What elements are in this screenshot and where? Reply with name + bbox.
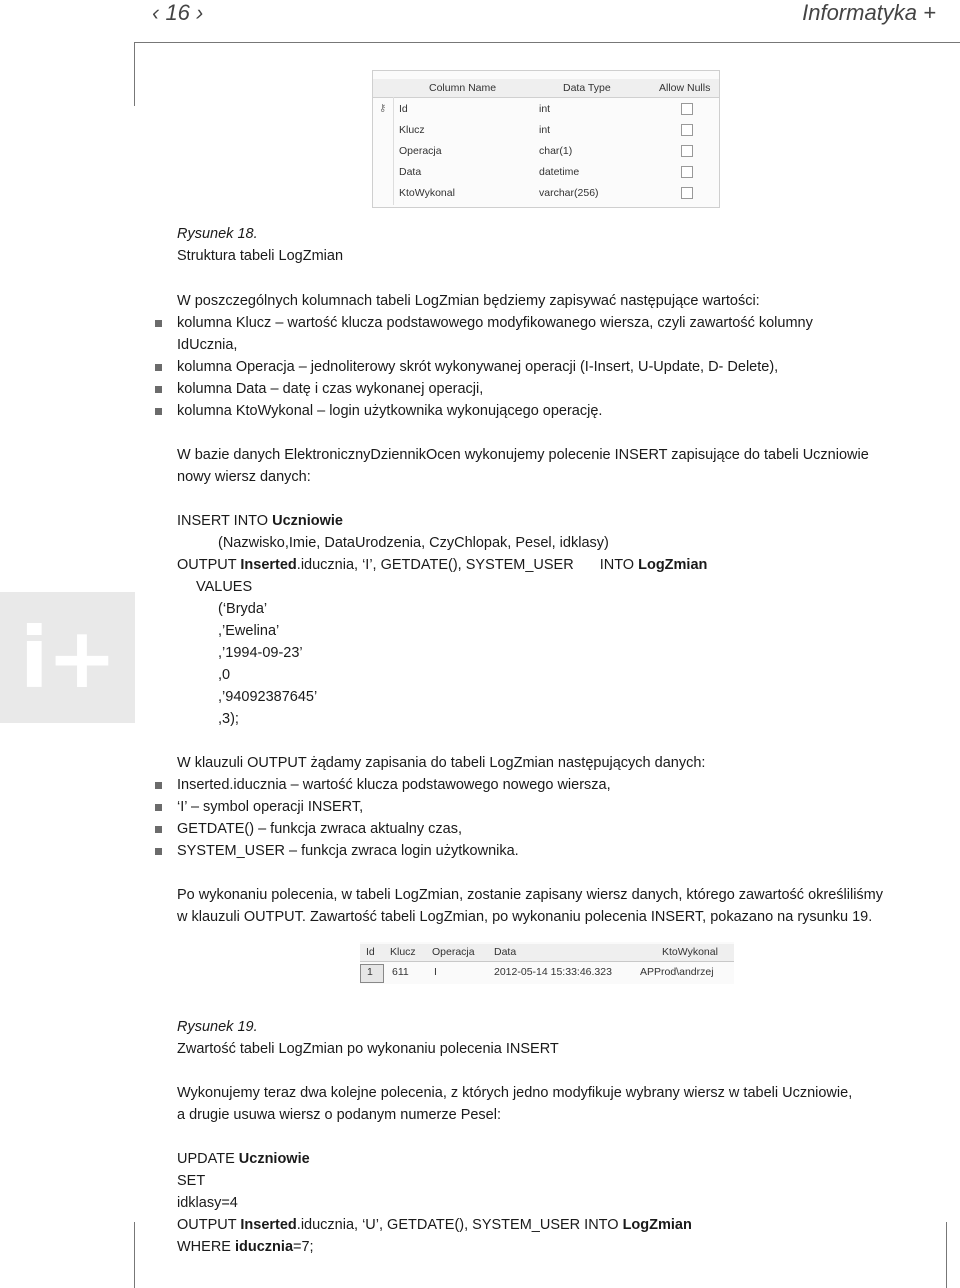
code-line: ,’1994-09-23’ <box>218 645 303 661</box>
figure-caption-text: Zwartość tabeli LogZmian po wykonaniu polecenia INSERT <box>177 1041 559 1057</box>
allow-nulls-checkbox <box>681 145 693 157</box>
allow-nulls-checkbox <box>681 103 693 115</box>
bullet-icon <box>155 804 162 811</box>
paragraph: nowy wiersz danych: <box>177 469 311 485</box>
bullet-icon <box>155 320 162 327</box>
code-line: SET <box>177 1173 206 1189</box>
column-header: Data Type <box>563 82 611 94</box>
list-item-continuation: IdUcznia, <box>177 337 238 353</box>
figure-18-table-design <box>372 70 720 208</box>
figure-caption-number: Rysunek 18. <box>177 226 258 242</box>
table-row <box>360 964 734 982</box>
list-item: kolumna Klucz – wartość klucza podstawowego modyfikowanego wiersza, czyli zawartość kolumny <box>177 315 813 331</box>
column-name: Operacja <box>399 145 442 157</box>
data-type: char(1) <box>539 145 573 157</box>
table-row <box>373 183 719 204</box>
code-line: ,’94092387645’ <box>218 689 318 705</box>
list-item: Inserted.iducznia – wartość klucza podstawowego nowego wiersza, <box>177 777 611 793</box>
side-tab-label: i+ <box>19 608 116 707</box>
column-header: Data <box>494 946 517 958</box>
column-header: Klucz <box>390 946 416 958</box>
table-cell: 2012-05-14 15:33:46.323 <box>494 966 612 978</box>
paragraph: W poszczególnych kolumnach tabeli LogZmian będziemy zapisywać następujące wartości: <box>177 293 760 309</box>
code-line: (Nazwisko,Imie, DataUrodzenia, CzyChlopak, Pesel, idklasy) <box>218 535 609 551</box>
frame-line <box>946 1222 947 1288</box>
code-line: OUTPUT Inserted.iducznia, ‘I’, GETDATE(), SYSTEM_USER INTO LogZmian <box>177 557 708 573</box>
table-cell: 1 <box>367 966 373 978</box>
column-header: Allow Nulls <box>659 82 711 94</box>
paragraph: Wykonujemy teraz dwa kolejne polecenia, z których jedno modyfikuje wybrany wiersz w tabeli Uczniowie, <box>177 1085 853 1101</box>
table-cell: 611 <box>392 966 409 978</box>
data-type: varchar(256) <box>539 187 599 199</box>
table-row <box>373 162 719 183</box>
bullet-icon <box>155 848 162 855</box>
figure-caption-text: Struktura tabeli LogZmian <box>177 248 344 264</box>
table-row <box>373 141 719 162</box>
paragraph: W bazie danych ElektronicznyDziennikOcen wykonujemy polecenie INSERT zapisujące do tabeli Uczniowie <box>177 447 869 463</box>
table-cell: APProd\andrzej <box>640 966 714 978</box>
paragraph: a drugie usuwa wiersz o podanym numerze Pesel: <box>177 1107 501 1123</box>
list-item: SYSTEM_USER – funkcja zwraca login użytkownika. <box>177 843 519 859</box>
code-line: ,’Ewelina’ <box>218 623 280 639</box>
column-name: Data <box>399 166 422 178</box>
data-type: int <box>539 124 551 136</box>
frame-line <box>134 1222 135 1288</box>
allow-nulls-checkbox <box>681 124 693 136</box>
paragraph: W klauzuli OUTPUT żądamy zapisania do tabeli LogZmian następujących danych: <box>177 755 706 771</box>
table-row <box>373 99 719 120</box>
bullet-icon <box>155 826 162 833</box>
list-item: GETDATE() – funkcja zwraca aktualny czas, <box>177 821 462 837</box>
column-header: Column Name <box>429 82 497 94</box>
code-line: UPDATE Uczniowie <box>177 1151 310 1167</box>
allow-nulls-checkbox <box>681 166 693 178</box>
code-line: ,0 <box>218 667 231 683</box>
code-line: VALUES <box>196 579 253 595</box>
bullet-icon <box>155 408 162 415</box>
figure-caption-number: Rysunek 19. <box>177 1019 258 1035</box>
list-item: kolumna KtoWykonal – login użytkownika wykonującego operację. <box>177 403 603 419</box>
allow-nulls-checkbox <box>681 187 693 199</box>
paragraph: w klauzuli OUTPUT. Zawartość tabeli LogZmian, po wykonaniu polecenia INSERT, pokazano na rysunku 19. <box>177 909 873 925</box>
frame-line <box>134 42 135 106</box>
page-number: ‹ 16 › <box>152 0 204 25</box>
column-header: KtoWykonal <box>662 946 718 958</box>
code-line: OUTPUT Inserted.iducznia, ‘U’, GETDATE(), SYSTEM_USER INTO LogZmian <box>177 1217 692 1233</box>
running-title: Informatyka + <box>802 0 936 25</box>
column-name: KtoWykonal <box>399 187 455 199</box>
data-type: int <box>539 103 551 115</box>
figure-19-table-result <box>360 942 734 984</box>
table-header <box>373 79 719 98</box>
code-line: INSERT INTO Uczniowie <box>177 513 343 529</box>
column-header: Id <box>366 946 375 958</box>
primary-key-icon: ⚷ <box>379 103 387 114</box>
column-name: Klucz <box>399 124 425 136</box>
code-line: ,3); <box>218 711 239 727</box>
table-row <box>373 120 719 141</box>
list-item: kolumna Operacja – jednoliterowy skrót wykonywanej operacji (I-Insert, U-Update, D- Delete), <box>177 359 779 375</box>
code-line: idklasy=4 <box>177 1195 238 1211</box>
code-line: WHERE iducznia=7; <box>177 1239 314 1255</box>
code-line: (‘Bryda’ <box>218 601 268 617</box>
bullet-icon <box>155 782 162 789</box>
bullet-icon <box>155 386 162 393</box>
table-header <box>360 944 734 962</box>
list-item: ‘I’ – symbol operacji INSERT, <box>177 799 364 815</box>
frame-line <box>134 42 960 43</box>
column-header: Operacja <box>432 946 475 958</box>
column-name: Id <box>399 103 408 115</box>
list-item: kolumna Data – datę i czas wykonanej operacji, <box>177 381 484 397</box>
data-type: datetime <box>539 166 580 178</box>
table-cell: I <box>434 966 437 978</box>
side-tab-logo <box>0 592 135 723</box>
bullet-icon <box>155 364 162 371</box>
paragraph: Po wykonaniu polecenia, w tabeli LogZmian, zostanie zapisany wiersz danych, którego zawartość określiliśmy <box>177 887 884 903</box>
